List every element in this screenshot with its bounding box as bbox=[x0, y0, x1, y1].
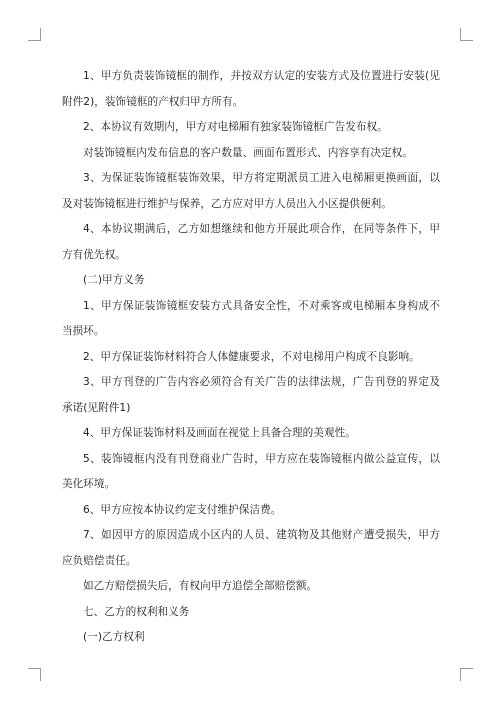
paragraph: 4、本协议期满后，乙方如想继续和他方开展此项合作，在同等条件下，甲方有优先权。 bbox=[62, 223, 440, 261]
paragraph: 2、本协议有效期内，甲方对电梯厢有独家装饰镜框广告发布权。 bbox=[83, 121, 388, 133]
paragraph: 5、装饰镜框内没有刊登商业广告时，甲方应在装饰镜框内做公益宣传，以美化环境。 bbox=[62, 452, 440, 490]
document-body bbox=[62, 64, 440, 651]
crop-mark-bottom-right bbox=[460, 668, 473, 681]
paragraph: 如乙方赔偿损失后，有权向甲方追偿全部赔偿额。 bbox=[83, 580, 318, 592]
paragraph: 1、甲方负责装饰镜框的制作，并按双方认定的安装方式及位置进行安装(见附件2)，装饰镜框的产权归甲方所有。 bbox=[62, 70, 440, 108]
paragraph: 4、甲方保证装饰材料及画面在视觉上具备合理的美观性。 bbox=[83, 427, 356, 439]
section-heading: (二)甲方义务 bbox=[83, 274, 145, 286]
paragraph: 3、为保证装饰镜框装饰效果，甲方将定期派员工进入电梯厢更换画面，以及对装饰镜框进行维护与保养，乙方应对甲方人员出入小区提供便利。 bbox=[62, 172, 440, 210]
paragraph: 3、甲方刊登的广告内容必须符合有关广告的法律法规，广告刊登的界定及承诺(见附件1) bbox=[62, 376, 440, 414]
section-heading: 七、乙方的权利和义务 bbox=[83, 605, 190, 618]
crop-mark-top-right bbox=[460, 28, 473, 41]
crop-mark-bottom-left bbox=[28, 668, 41, 681]
paragraph: 2、甲方保证装饰材料符合人体健康要求，不对电梯用户构成不良影响。 bbox=[83, 350, 420, 363]
paragraph: 1、甲方保证装饰镜框安装方式具备安全性，不对乘客或电梯厢本身构成不当损坏。 bbox=[62, 299, 440, 337]
paragraph: 对装饰镜框内发布信息的客户数量、画面布置形式、内容享有决定权。 bbox=[83, 146, 413, 159]
section-heading: (一)乙方权利 bbox=[83, 631, 145, 643]
paragraph: 6、甲方应按本协议约定支付维护保洁费。 bbox=[83, 503, 282, 516]
paragraph: 7、如因甲方的原因造成小区内的人员、建筑物及其他财产遭受损失，甲方应负赔偿责任。 bbox=[62, 529, 440, 567]
crop-mark-top-left bbox=[28, 28, 41, 41]
